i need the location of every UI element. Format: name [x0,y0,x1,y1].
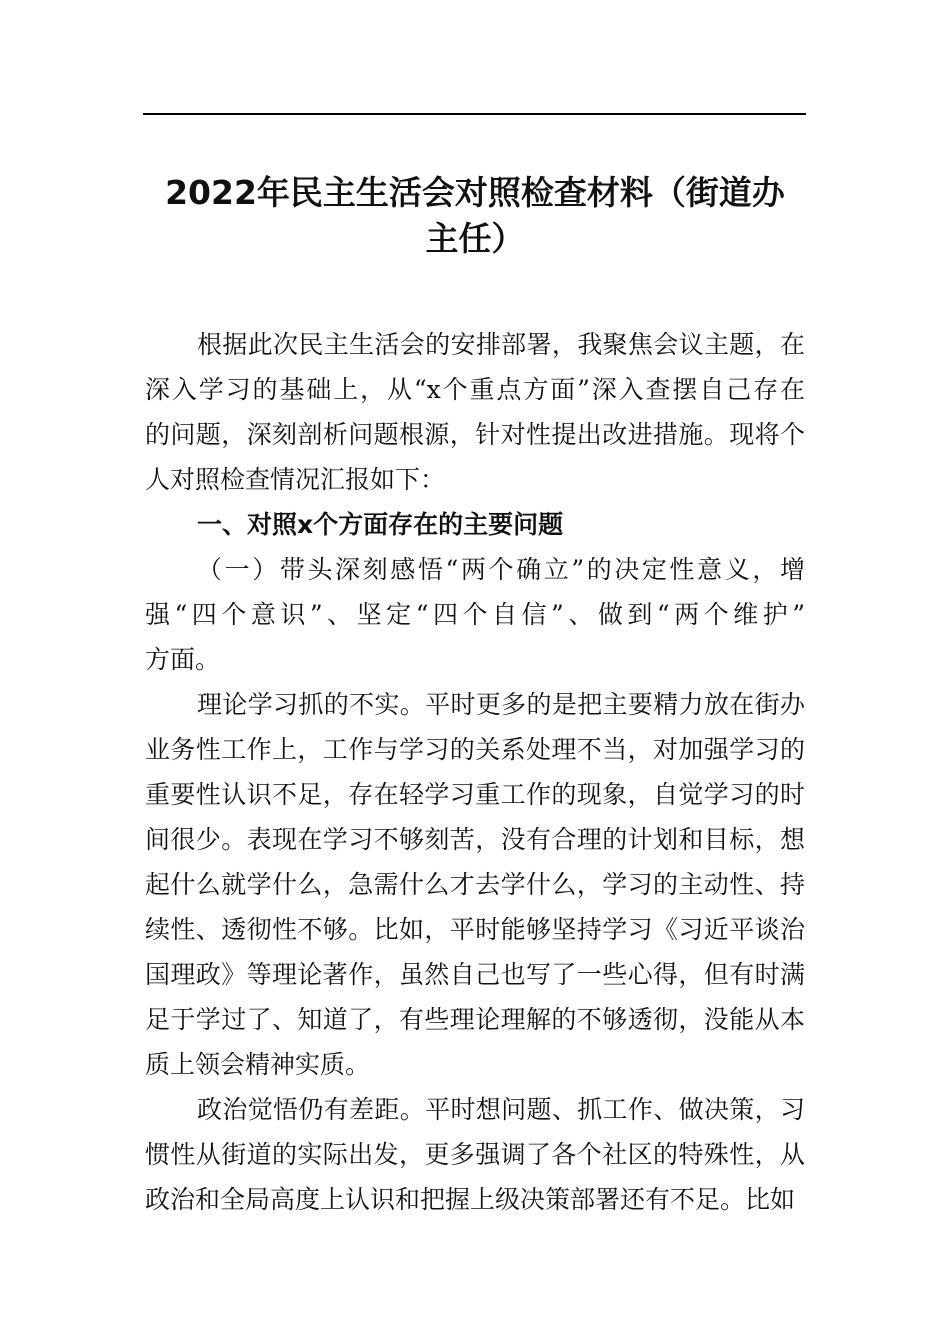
text-line: （一）带头深刻感悟“两个确立”的决定性意义，增 [197,555,805,584]
text-line: 一、对照x个方面存在的主要问题 [197,510,564,539]
text-line: 政治觉悟仍有差距。平时想问题、抓工作、做决策，习 [197,1095,805,1124]
text-line: 足于学过了、知道了，有些理论理解的不够透彻，没能从本 [145,1005,805,1034]
header-rule [143,113,806,115]
text-line: 强“四个意识”、坚定“四个自信”、做到“两个维护” [145,600,805,629]
text-line: 国理政》等理论著作，虽然自己也写了一些心得，但有时满 [145,960,805,989]
text-line: 重要性认识不足，存在轻学习重工作的现象，自觉学习的时 [145,780,805,809]
text-line: 人对照检查情况汇报如下： [145,465,446,494]
text-line: 业务性工作上，工作与学习的关系处理不当，对加强学习的 [145,735,805,764]
text-line: 间很少。表现在学习不够刻苦，没有合理的计划和目标，想 [145,825,805,854]
text-line: 续性、透彻性不够。比如，平时能够坚持学习《习近平谈治 [145,915,805,944]
paragraph [145,322,805,502]
text-line: 根据此次民主生活会的安排部署，我聚焦会议主题，在 [197,330,805,359]
paragraph [145,547,805,682]
document-body [145,322,805,1222]
text-line: 理论学习抓的不实。平时更多的是把主要精力放在街办 [197,690,805,719]
paragraph [145,1087,805,1222]
paragraph [145,682,805,1087]
text-line: 方面。 [145,645,221,674]
text-line: 深入学习的基础上，从“x个重点方面”深入查摆自己存在 [145,375,805,404]
text-line: 惯性从街道的实际出发，更多强调了各个社区的特殊性，从 [145,1140,805,1169]
text-line: 政治和全局高度上认识和把握上级决策部署还有不足。比如 [145,1185,796,1214]
text-line: 起什么就学什么，急需什么才去学什么，学习的主动性、持 [145,870,805,899]
text-line: 质上领会精神实质。 [145,1050,371,1079]
title-line-1: 2022年民主生活会对照检查材料（街道办 [165,173,785,212]
section-heading [145,502,805,547]
text-line: 的问题，深刻剖析问题根源，针对性提出改进措施。现将个 [145,420,805,449]
document-title [120,170,830,262]
title-line-2: 主任） [425,219,525,258]
